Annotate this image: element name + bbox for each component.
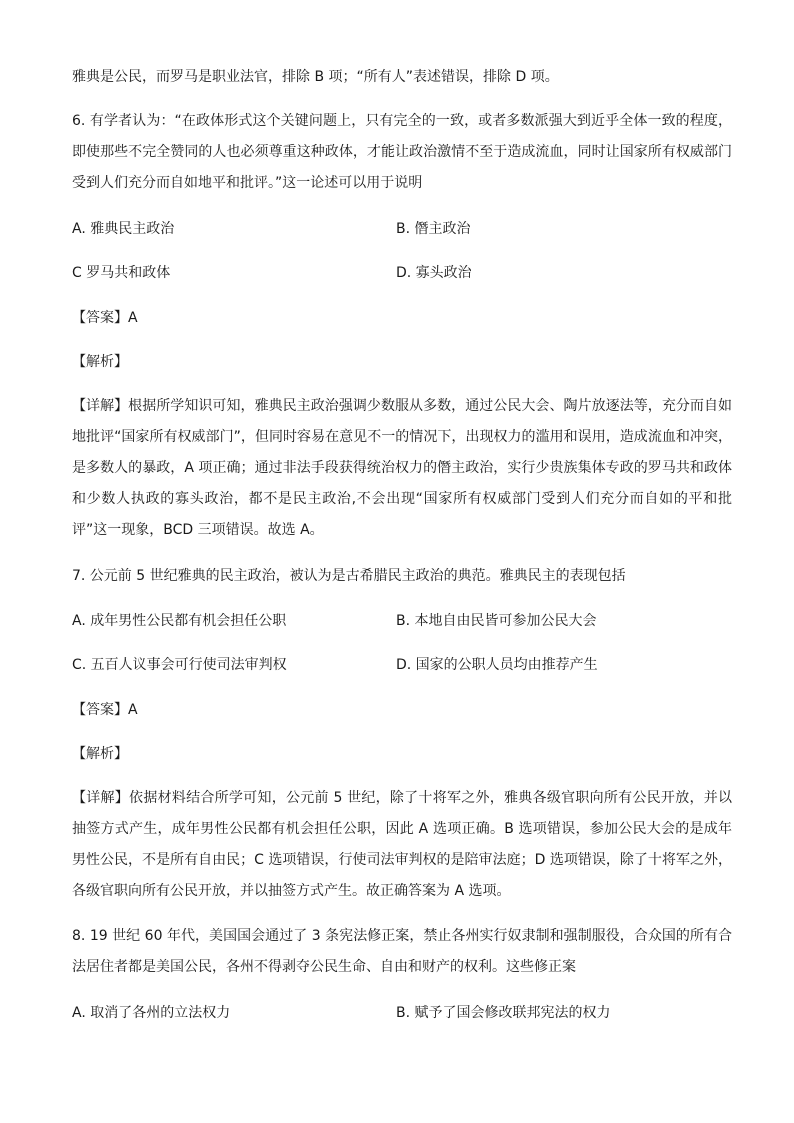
q6-detail: 【详解】根据所学知识可知，雅典民主政治强调少数服从多数，通过公民大会、陶片放逐法等，充分而自如地批评“国家所有权威部门”，但同时容易在意见不一的情况下，出现权力的滥用和误用，造成流血和冲突，是多数人的暴政，A 项正确；通过非法手段获得统治权力的僭主政治，实行少贵族集体专政的罗马共和政体和少数人执政的寡头政治，都不是民主政治,不会出现“国家所有权威部门受到人们充分而自如的平和批评”这一现象，BCD 三项错误。故选 A。 bbox=[72, 398, 732, 538]
q8-option-b: B. 赋予了国会修改联邦宪法的权力 bbox=[396, 1005, 611, 1021]
q7-detail: 【详解】依据材料结合所学可知，公元前 5 世纪，除了十将军之外，雅典各级官职向所有公民开放，并以抽签方式产生，成年男性公民都有机会担任公职，因此 A 选项正确。B 选项错误，参加公民大会的是成年男性公民，不是所有自由民；C 选项错误，行使司法审判权的是陪审法庭；D 选项错误，除了十将军之外，各级官职向所有公民开放，并以抽签方式产生。故正确答案为 A 选项。 bbox=[72, 790, 732, 899]
q6-answer: 【答案】A bbox=[72, 310, 138, 326]
q7-option-b: B. 本地自由民皆可参加公民大会 bbox=[396, 613, 597, 629]
q7-analysis-label: 【解析】 bbox=[72, 746, 128, 762]
q7-option-d: D. 国家的公职人员均由推荐产生 bbox=[396, 657, 598, 673]
q8-option-a: A. 取消了各州的立法权力 bbox=[72, 1005, 231, 1021]
q6-option-b: B. 僭主政治 bbox=[396, 221, 471, 237]
q6-option-c: C 罗马共和政体 bbox=[72, 265, 171, 281]
q6-option-d: D. 寡头政治 bbox=[396, 265, 472, 281]
q7-option-c: C. 五百人议事会可行使司法审判权 bbox=[72, 657, 287, 673]
question-6-stem: 6. 有学者认为：“在政体形式这个关键问题上，只有完全的一致，或者多数派强大到近乎全体一致的程度，即使那些不完全赞同的人也必须尊重这种政体，才能让政治激情不至于造成流血，同时让国家所有权威部门受到人们充分而自如地平和批评。”这一论述可以用于说明 bbox=[72, 113, 732, 191]
q6-analysis-label: 【解析】 bbox=[72, 354, 128, 370]
q7-answer: 【答案】A bbox=[72, 702, 138, 718]
q6-option-a: A. 雅典民主政治 bbox=[72, 221, 175, 237]
q7-option-a: A. 成年男性公民都有机会担任公职 bbox=[72, 613, 287, 629]
question-8-stem: 8. 19 世纪 60 年代，美国国会通过了 3 条宪法修正案，禁止各州实行奴隶制和强制服役，合众国的所有合法居住者都是美国公民，各州不得剥夺公民生命、自由和财产的权利。这些修正案 bbox=[72, 928, 732, 975]
question-7-stem: 7. 公元前 5 世纪雅典的民主政治，被认为是古希腊民主政治的典范。雅典民主的表现包括 bbox=[72, 568, 626, 584]
intro-line: 雅典是公民，而罗马是职业法官，排除 B 项；“所有人”表述错误，排除 D 项。 bbox=[72, 69, 559, 85]
